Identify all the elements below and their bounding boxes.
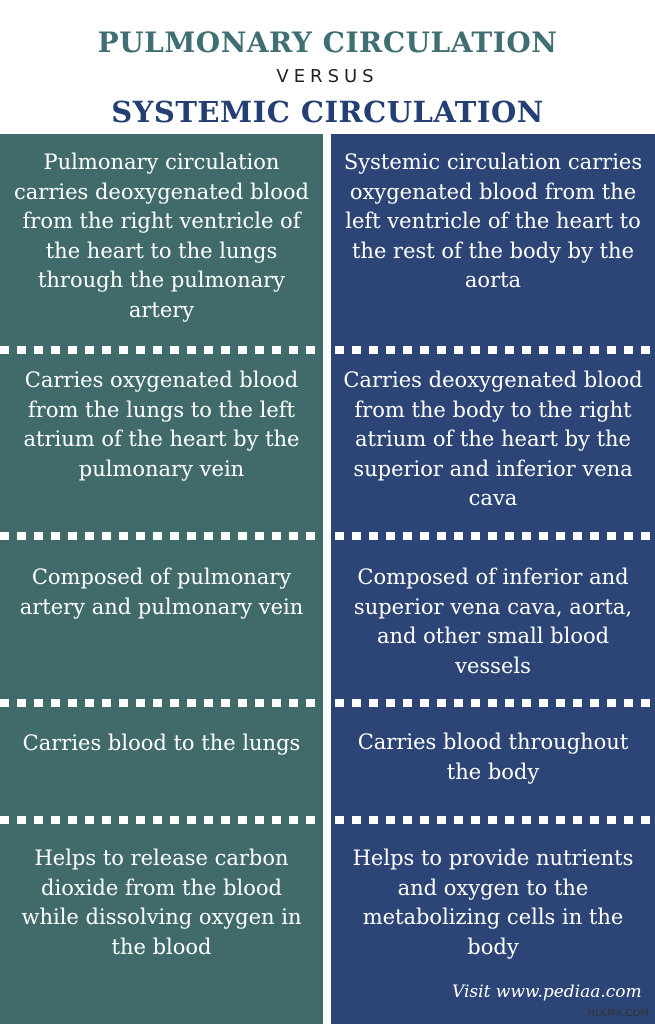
header xyxy=(0,0,655,134)
pulmonary-column xyxy=(0,134,323,1024)
row-divider xyxy=(335,532,655,540)
systemic-row-3: Composed of inferior and superior vena cava, aorta, and other small blood vessels xyxy=(353,565,633,678)
row-divider xyxy=(0,346,323,354)
pulmonary-row-3: Composed of pulmonary artery and pulmonary vein xyxy=(19,565,304,619)
row-divider xyxy=(0,532,323,540)
pulmonary-row-5: Helps to release carbon dioxide from the blood while dissolving oxygen in the blood xyxy=(21,846,302,959)
source-credit: Visit www.pediaa.com xyxy=(452,982,642,1002)
systemic-column xyxy=(331,134,655,1024)
row-divider xyxy=(335,816,655,824)
systemic-row-2: Carries deoxygenated blood from the body to the right atrium of the heart by the superior and inferior vena cava xyxy=(343,368,643,510)
pulmonary-row-1: Pulmonary circulation carries deoxygenated blood from the right ventricle of the heart to the lungs through the pulmonary artery xyxy=(14,150,309,322)
systemic-row-1: Systemic circulation carries oxygenated blood from the left ventricle of the heart to the rest of the body by the aorta xyxy=(343,150,643,292)
title-systemic: SYSTEMIC CIRCULATION xyxy=(111,95,544,129)
pulmonary-row-2: Carries oxygenated blood from the lungs to the left atrium of the heart by the pulmonary vein xyxy=(23,368,300,481)
versus-label: VERSUS xyxy=(276,66,379,87)
systemic-row-4: Carries blood throughout the body xyxy=(357,730,629,784)
watermark: HLKMX.COM xyxy=(587,1008,649,1019)
row-divider xyxy=(335,346,655,354)
systemic-row-5: Helps to provide nutrients and oxygen to the metabolizing cells in the body xyxy=(352,846,634,959)
pulmonary-row-4: Carries blood to the lungs xyxy=(22,731,301,755)
row-divider xyxy=(0,816,323,824)
row-divider xyxy=(0,699,323,707)
title-pulmonary: PULMONARY CIRCULATION xyxy=(97,26,558,59)
row-divider xyxy=(335,699,655,707)
